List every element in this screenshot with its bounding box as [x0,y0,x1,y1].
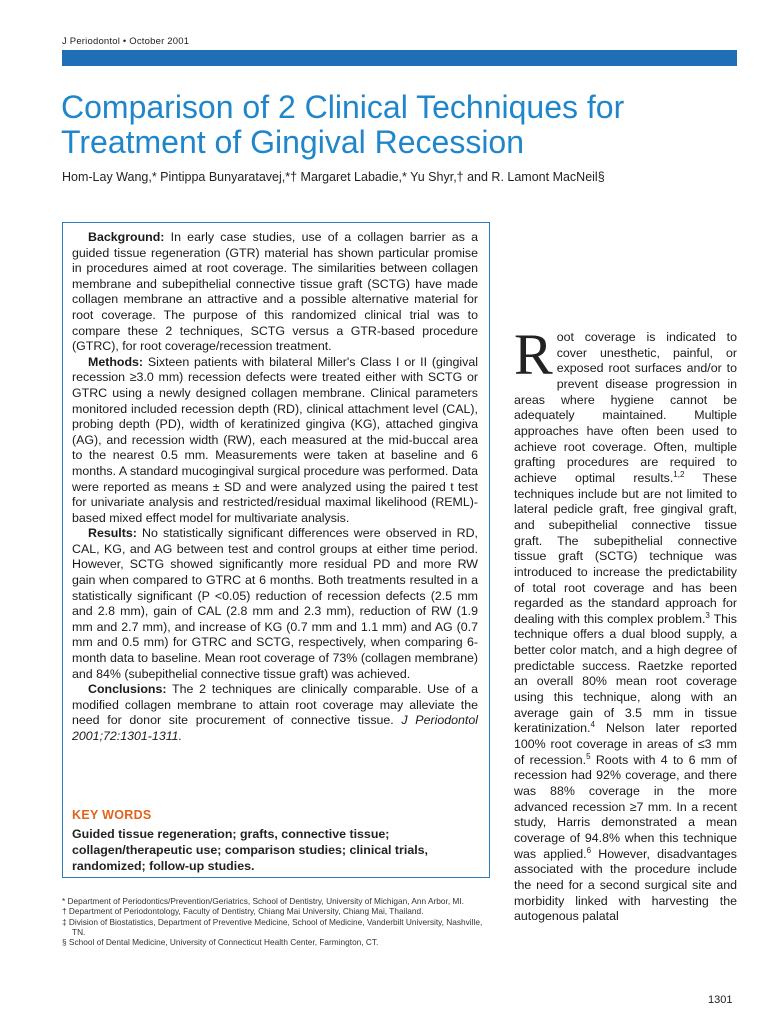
conclusions-text: The 2 techniques are clinically comparable. Use of a modified collagen membrane to attain root coverage may alleviate the need for donor site procurement of connective tissue. [72,682,478,728]
abstract-background [72,230,478,355]
conclusions-label: Conclusions: [88,682,167,697]
journal-header: J Periodontol • October 2001 [62,36,190,47]
reference-marker: 5 [586,751,591,761]
body-segment: Nelson later reported 100% root coverage in areas of ≤3 mm of recession. [514,721,737,767]
keywords-heading: KEY WORDS [72,808,152,822]
author-list: Hom-Lay Wang,* Pintippa Bunyaratavej,*† Margaret Labadie,* Yu Shyr,† and R. Lamont MacNeil§ [62,170,605,184]
body-text-column [514,322,738,925]
body-segment: oot coverage is indicated to cover unesthetic, painful, or exposed root surfaces and/or to prevent disease progression in areas where hygiene cannot be adequately maintained. Multiple approaches have often been used to achieve root coverage. Often, multiple grafting procedures are required to achieve optimal results. [514,330,737,485]
reference-marker: 6 [586,845,592,855]
background-label: Background: [88,230,165,244]
footnote: † Department of Periodontology, Faculty of Dentistry, Chiang Mai University, Chiang Mai, Thailand. [62,906,424,917]
reference-marker: 4 [590,720,595,730]
article-title: Comparison of 2 Clinical Techniques for Treatment of Gingival Recession [61,89,625,160]
keywords-text: Guided tissue regeneration; grafts, connective tissue; collagen/therapeutic use; comparison studies; clinical trials, randomized; follow-up studies. [72,827,428,873]
footnote: § School of Dental Medicine, University of Connecticut Health Center, Farmington, CT. [62,937,379,948]
methods-label: Methods: [88,354,144,369]
methods-text: Sixteen patients with bilateral Miller's Class I or II (gingival recession ≥3.0 mm) recession defects were treated either with SCTG or GTRC using a newly designed collagen membrane. Clinical parameters monitored included recession depth (RD), clinical attachment level (CAL), probing depth (PD), width of keratinized gingiva (KG), attached gingiva (AG), and recession width (RW), each measured at the mid-buccal area to the nearest 0.5 mm. Measurements were taken at baseline and 6 months. A standard mucogingival surgical procedure was performed. Data were reported as means ± SD and were analyzed using the paired t test for univariate analysis and restricted/residual maximal likelihood (REML)-based mixed effect model for multivariate analysis. [72,354,478,525]
page-number: 1301 [708,994,733,1006]
results-text: No statistically significant differences were observed in RD, CAL, KG, and AG between test and control groups at either time period. However, SCTG showed significantly more residual PD and more RW gain when compared to GTRC at 6 months. Both treatments resulted in a statistically significant (P <0.05) reduction of recession defects (2.5 mm and 2.8 mm), gain of CAL (2.8 mm and 2.3 mm), reduction of RW (1.9 mm and 2.7 mm), and increase of KG (0.7 mm and 1.1 mm) and AG (0.7 mm and 0.5 mm) for GTRC and SCTG, respectively, when comparing 6-month data to baseline. Mean root coverage of 73% (collagen membrane) and 84% (subepithelial connective tissue graft) was achieved. [72,526,478,681]
footnote: * Department of Periodontics/Prevention/Geriatrics, School of Dentistry, University of Michigan, Ann Arbor, MI. [62,896,464,906]
reference-marker: 3 [705,610,710,620]
body-segment: However, disadvantages associated with the procedure include the need for a second surgical site and morbidity linked with harvesting the autogenous palatal [514,846,737,924]
citation: J Periodontol 2001;72:1301-1311. [72,713,478,743]
reference-marker: 1,2 [673,469,685,479]
abstract-results [72,526,478,682]
background-text: In early case studies, use of a collagen barrier as a guided tissue regeneration (GTR) material has shown particular promise in procedures aimed at root coverage. The similarities between collagen membrane and subepithelial connective tissue graft (SCTG) have made collagen membrane an attractive and a possible alternative material for root coverage. The purpose of this randomized clinical trial was to compare these 2 techniques, SCTG versus a GTR-based procedure (GTRC), for root coverage/recession treatment. [72,230,478,354]
footnote: ‡ Division of Biostatistics, Department of Preventive Medicine, School of Medicine, Vanderbilt University, Nashville, TN. [62,916,483,937]
abstract-conclusions [72,682,478,744]
footnotes [62,896,492,947]
body-segment: Roots with 4 to 6 mm of recession had 92% coverage, and there was 88% coverage in the more advanced recession ≥7 mm. In a recent study, Harris demonstrated a mean coverage of 94.8% when this technique was applied. [514,752,738,861]
drop-cap: R [514,322,553,387]
abstract-methods [72,355,478,527]
results-label: Results: [88,526,137,541]
body-segment: This technique offers a dual blood supply, a better color match, and a high degree of predictable success. Raetzke reported an overall 80% mean root coverage using this technique, along with an average gain of 3.5 mm in tissue keratinization. [514,611,737,736]
header-color-bar [62,50,737,66]
abstract [72,230,478,745]
body-segment: These techniques include but are not limited to lateral pedicle graft, free gingival graft, and subepithelial connective tissue graft. The subepithelial connective tissue graft (SCTG) technique was introduced to increase the predictability of total root coverage and has been regarded as the standard approach for dealing with this complex problem. [514,470,737,626]
